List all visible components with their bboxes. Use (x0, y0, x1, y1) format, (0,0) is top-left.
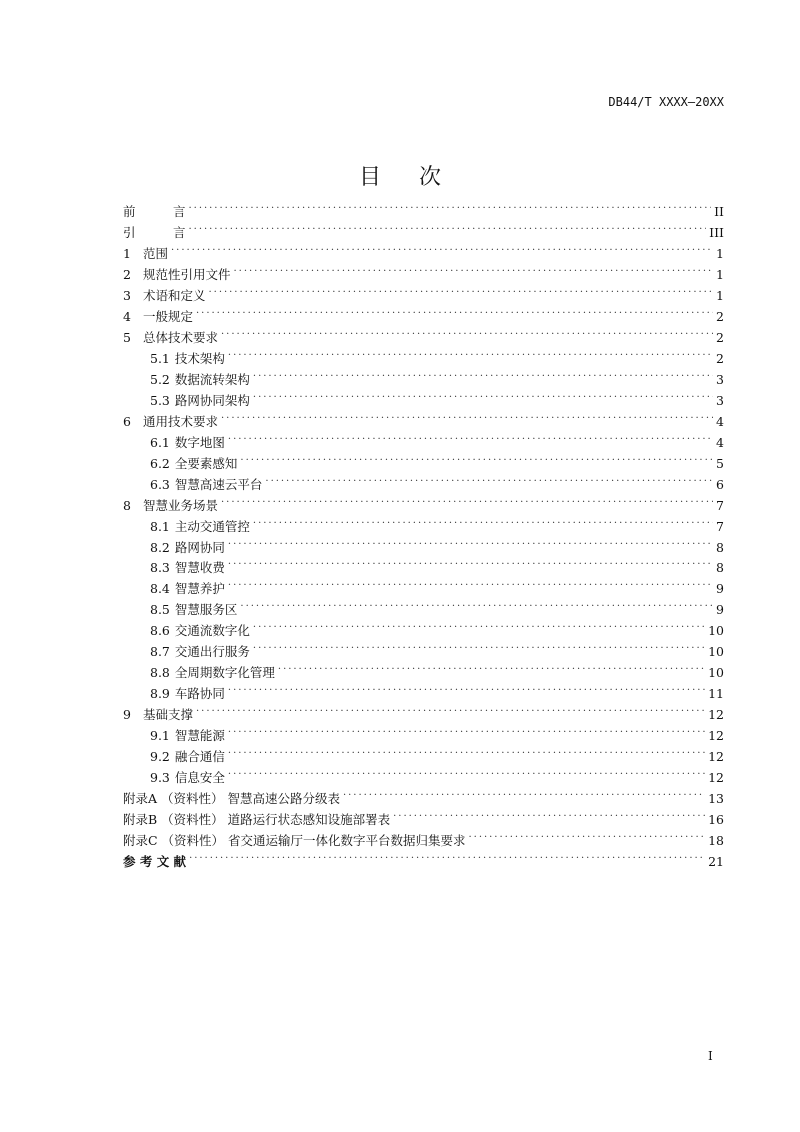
dot-leader (240, 594, 713, 614)
toc-entry-label: 附录A （资料性） 智慧高速公路分级表 (123, 791, 340, 807)
dot-leader (393, 804, 705, 824)
toc-entry-page: 2 (716, 350, 724, 366)
toc-entry-label: 交通出行服务 (174, 644, 250, 660)
dot-leader (189, 846, 705, 866)
toc-entry-number: 9 (123, 707, 131, 723)
toc-entry-number: 8.4 (150, 581, 170, 597)
dot-leader (278, 657, 705, 677)
toc-entry-label: 数字地图 (174, 434, 225, 450)
toc-entry-label: 总体技术要求 (143, 329, 219, 345)
toc-entry-page: 8 (716, 560, 724, 576)
document-code-header: DB44/T XXXX—20XX (608, 95, 724, 109)
dot-leader (253, 615, 705, 635)
toc-entry-number: 8.1 (150, 518, 170, 534)
dot-leader (209, 280, 713, 300)
toc-entry-page: 9 (716, 602, 724, 618)
toc-entry-label: 智慧养护 (174, 581, 225, 597)
dot-leader (228, 678, 705, 698)
toc-entry-number: 8.6 (150, 623, 170, 639)
toc-entry-label: 术语和定义 (143, 287, 206, 303)
toc-entry-label: 交通流数字化 (174, 623, 250, 639)
toc-entry[interactable] (123, 322, 724, 343)
toc-entry-label: 参 考 文 献 (123, 854, 187, 870)
dot-leader (253, 364, 713, 384)
toc-entry-number: 4 (123, 308, 131, 324)
toc-entry-label: 附录C （资料性） 省交通运输厅一体化数字平台数据归集要求 (123, 833, 466, 849)
toc-entry-page: 18 (708, 833, 724, 849)
toc-entry-label: 范围 (143, 245, 169, 261)
toc-entry-label: 信息安全 (174, 770, 225, 786)
dot-leader (240, 448, 713, 468)
toc-entry-page: 7 (716, 497, 724, 513)
toc-entry-page: 11 (708, 686, 724, 702)
toc-entry-page: 21 (708, 854, 724, 870)
toc-entry-number: 8.5 (150, 602, 170, 618)
toc-entry-number: 1 (123, 245, 131, 261)
title-char: 目 (358, 165, 381, 190)
dot-leader (228, 741, 705, 761)
toc-entry-number: 8.3 (150, 560, 170, 576)
toc-entry-label: 车路协同 (174, 686, 225, 702)
dot-leader (221, 406, 713, 426)
dot-leader (343, 783, 705, 803)
toc-entry-page: 10 (708, 665, 724, 681)
toc-entry-label: 技术架构 (174, 350, 225, 366)
toc-entry-label: 一般规定 (143, 308, 194, 324)
toc-entry-page: 3 (716, 392, 724, 408)
toc-entry-label: 主动交通管控 (174, 518, 250, 534)
toc-entry-number: 2 (123, 266, 131, 282)
title-char: 次 (419, 165, 442, 190)
toc-entry-page: II (714, 204, 724, 219)
toc-entry-number: 6 (123, 413, 131, 429)
toc-entry-page: 8 (716, 539, 724, 555)
dot-leader (228, 720, 705, 740)
table-of-contents (123, 196, 724, 870)
toc-entry[interactable] (123, 238, 724, 259)
toc-entry-page: 9 (716, 581, 724, 597)
toc-entry-page: 3 (716, 371, 724, 387)
toc-entry-page: 1 (716, 245, 724, 261)
toc-entry-number: 3 (123, 287, 131, 303)
dot-leader (228, 532, 713, 552)
toc-entry-number: 9.2 (150, 749, 170, 765)
dot-leader (228, 343, 713, 363)
toc-entry-page: 13 (708, 791, 724, 807)
toc-entry-page: 10 (708, 623, 724, 639)
dot-leader (228, 762, 705, 782)
toc-entry-label: 全要素感知 (174, 455, 238, 471)
toc-entry-label: 智慧收费 (174, 560, 225, 576)
toc-entry-label: 全周期数字化管理 (174, 665, 275, 681)
dot-leader (228, 552, 713, 572)
toc-entry-number: 6.3 (150, 476, 170, 492)
toc-entry-page: 12 (708, 707, 724, 723)
toc-entry-page: 4 (716, 413, 724, 429)
dot-leader (189, 217, 707, 237)
toc-entry-label: 路网协同架构 (174, 392, 250, 408)
toc-entry[interactable] (123, 217, 724, 238)
toc-entry[interactable] (123, 720, 724, 744)
dot-leader (196, 301, 713, 321)
toc-entry-number: 9.3 (150, 770, 170, 786)
toc-entry-label: 智慧业务场景 (143, 497, 219, 513)
toc-entry-page: 2 (716, 329, 724, 345)
toc-entry-page: 1 (716, 266, 724, 282)
toc-entry-number: 5 (123, 329, 131, 345)
dot-leader (265, 469, 713, 489)
dot-leader (196, 699, 705, 719)
toc-entry-number: 5.1 (150, 350, 170, 366)
toc-entry-page: 7 (716, 518, 724, 534)
page-number: I (708, 1049, 713, 1063)
toc-entry-label: 路网协同 (174, 539, 225, 555)
dot-leader (171, 238, 713, 258)
dot-leader (189, 196, 712, 216)
toc-entry-label: 智慧能源 (174, 728, 225, 744)
toc-entry-page: 12 (708, 728, 724, 744)
dot-leader (234, 259, 713, 279)
toc-entry-number: 8.7 (150, 644, 170, 660)
toc-entry[interactable] (123, 699, 724, 723)
dot-leader (228, 427, 713, 447)
toc-entry-page: 5 (716, 455, 724, 471)
toc-entry-number: 6.1 (150, 434, 170, 450)
toc-entry-page: III (709, 224, 724, 240)
toc-entry-number: 9.1 (150, 728, 170, 744)
dot-leader (253, 385, 713, 405)
toc-entry[interactable] (123, 280, 724, 301)
toc-entry-label: 智慧高速云平台 (174, 476, 263, 492)
dot-leader (228, 573, 713, 593)
toc-entry-label: 规范性引用文件 (143, 266, 231, 282)
toc-entry-label: 融合通信 (174, 749, 225, 765)
toc-entry-page: 12 (708, 770, 724, 786)
toc-entry-label: 数据流转架构 (174, 371, 250, 387)
dot-leader (469, 825, 706, 845)
toc-entry-number: 5.3 (150, 392, 170, 408)
toc-entry[interactable] (123, 196, 724, 217)
toc-entry-number: 6.2 (150, 455, 170, 471)
toc-entry[interactable] (123, 846, 724, 870)
toc-entry-label: 引 言 (123, 224, 186, 240)
toc-entry-label: 智慧服务区 (174, 602, 238, 618)
toc-entry-label: 通用技术要求 (143, 413, 219, 429)
toc-entry-number: 8.9 (150, 686, 170, 702)
toc-entry-label: 基础支撑 (143, 707, 194, 723)
toc-entry-page: 16 (708, 812, 724, 828)
toc-entry-label: 附录B （资料性） 道路运行状态感知设施部署表 (123, 812, 391, 828)
dot-leader (221, 490, 713, 510)
toc-entry-number: 5.2 (150, 371, 170, 387)
toc-entry-number: 8.8 (150, 665, 170, 681)
toc-entry-number: 8 (123, 497, 131, 513)
toc-entry-number: 8.2 (150, 539, 170, 555)
toc-entry-page: 12 (708, 749, 724, 765)
page-title (0, 160, 800, 191)
toc-entry-page: 4 (716, 434, 724, 450)
dot-leader (221, 322, 713, 342)
toc-entry[interactable] (123, 301, 724, 322)
toc-entry-page: 2 (716, 308, 724, 324)
toc-entry-page: 6 (716, 476, 724, 492)
dot-leader (253, 636, 705, 656)
dot-leader (253, 511, 713, 531)
toc-entry-label: 前 言 (123, 204, 186, 219)
toc-entry-page: 1 (716, 287, 724, 303)
toc-entry-page: 10 (708, 644, 724, 660)
toc-entry[interactable] (123, 259, 724, 280)
